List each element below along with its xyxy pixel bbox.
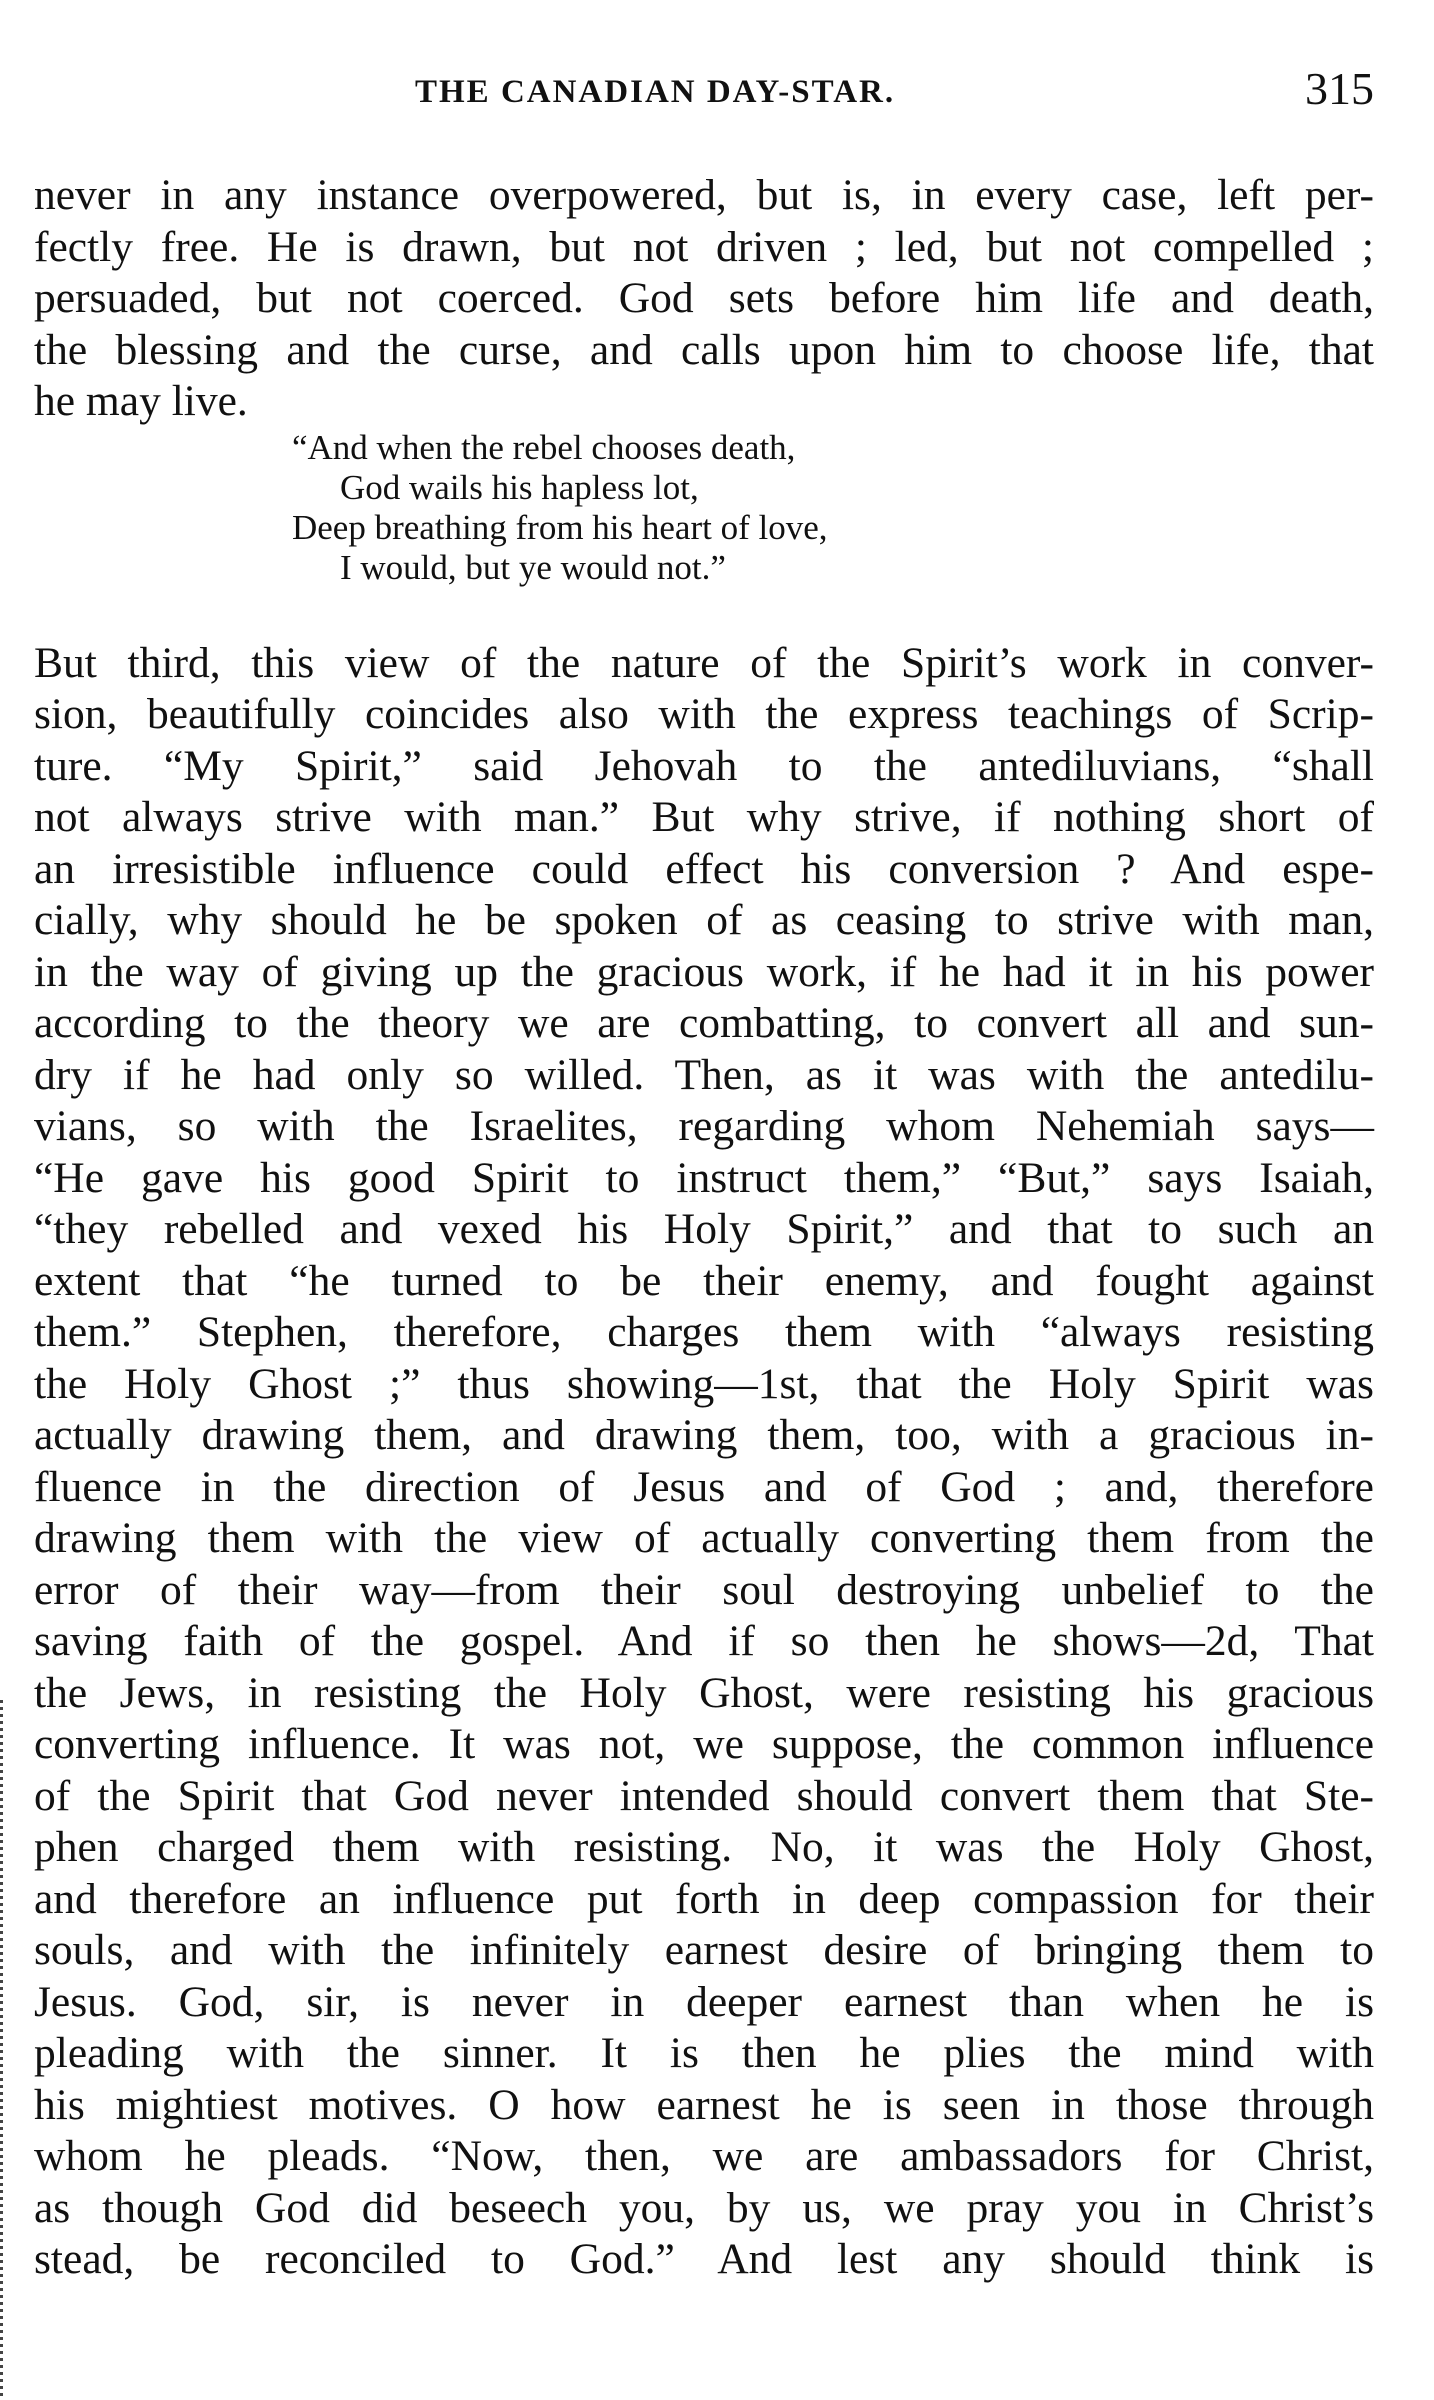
text-line: pleading with the sinner. It is then he plies the mind with	[34, 2029, 1374, 2077]
paragraph-1	[34, 170, 1374, 428]
text-line: his mightiest motives. O how earnest he is seen in those through	[34, 2080, 1374, 2129]
text-line: the Holy Ghost ;” thus showing—1st, that the Holy Spirit was	[34, 1359, 1374, 1408]
text-line: never in any instance overpowered, but is, in every case, left per-	[34, 171, 1374, 219]
text-line: an irresistible influence could effect his conversion ? And espe-	[34, 844, 1374, 893]
text-line: souls, and with the infinitely earnest desire of bringing them to	[34, 1926, 1374, 1974]
poem-line: “And when the rebel chooses death,	[292, 427, 796, 467]
paragraph-2	[34, 638, 1374, 2286]
text-line: whom he pleads. “Now, then, we are ambassadors for Christ,	[34, 2132, 1374, 2180]
text-line: phen charged them with resisting. No, it was the Holy Ghost,	[34, 1823, 1374, 1871]
text-line: vians, so with the Israelites, regarding whom Nehemiah says—	[34, 1102, 1374, 1150]
text-line: the blessing and the curse, and calls upon him to choose life, that	[34, 325, 1374, 374]
text-line: fluence in the direction of Jesus and of God ; and, therefore	[34, 1462, 1374, 1511]
text-line: extent that “he turned to be their enemy, and fought against	[34, 1256, 1374, 1305]
text-line: as though God did beseech you, by us, we pray you in Christ’s	[34, 2183, 1374, 2232]
text-line: he may live.	[34, 377, 248, 425]
text-line: not always strive with man.” But why strive, if nothing short of	[34, 793, 1374, 841]
text-line: and therefore an influence put forth in deep compassion for their	[34, 1874, 1374, 1923]
text-line: in the way of giving up the gracious work, if he had it in his power	[34, 947, 1374, 996]
poem-line: God wails his hapless lot,	[340, 467, 699, 507]
text-line: saving faith of the gospel. And if so then he shows—2d, That	[34, 1617, 1374, 1665]
text-line: dry if he had only so willed. Then, as it was with the antedilu-	[34, 1050, 1374, 1099]
text-line: according to the theory we are combatting, to convert all and sun-	[34, 999, 1374, 1047]
text-line: cially, why should he be spoken of as ceasing to strive with man,	[34, 896, 1374, 944]
text-line: “He gave his good Spirit to instruct them,” “But,” says Isaiah,	[34, 1153, 1374, 1202]
running-title: THE CANADIAN DAY-STAR.	[415, 74, 896, 110]
text-line: fectly free. He is drawn, but not driven ; led, but not compelled ;	[34, 222, 1374, 271]
text-line: drawing them with the view of actually converting them from the	[34, 1514, 1374, 1562]
text-line: actually drawing them, and drawing them, too, with a gracious in-	[34, 1411, 1374, 1459]
text-line: ture. “My Spirit,” said Jehovah to the antediluvians, “shall	[34, 741, 1374, 790]
page-number: 315	[1305, 63, 1374, 114]
text-line: stead, be reconciled to God.” And lest any should think is	[34, 2235, 1374, 2283]
text-line: them.” Stephen, therefore, charges them with “always resisting	[34, 1308, 1374, 1356]
poem-line: Deep breathing from his heart of love,	[292, 507, 828, 547]
text-line: But third, this view of the nature of the Spirit’s work in conver-	[34, 638, 1374, 687]
poem-quotation	[292, 428, 1374, 588]
paragraph-gap	[34, 588, 1374, 638]
text-line: converting influence. It was not, we suppose, the common influence	[34, 1720, 1374, 1768]
text-line: of the Spirit that God never intended should convert them that Ste-	[34, 1771, 1374, 1820]
body-text	[34, 170, 1374, 2286]
text-line: persuaded, but not coerced. God sets before him life and death,	[34, 274, 1374, 322]
text-line: error of their way—from their soul destroying unbelief to the	[34, 1565, 1374, 1614]
text-line: Jesus. God, sir, is never in deeper earnest than when he is	[34, 1977, 1374, 2026]
poem-line: I would, but ye would not.”	[340, 547, 726, 587]
scan-edge-mark	[0, 1700, 3, 2400]
text-line: sion, beautifully coincides also with the express teachings of Scrip-	[34, 690, 1374, 738]
text-line: the Jews, in resisting the Holy Ghost, were resisting his gracious	[34, 1668, 1374, 1717]
text-line: “they rebelled and vexed his Holy Spirit,” and that to such an	[34, 1205, 1374, 1253]
page-header	[0, 62, 1434, 122]
